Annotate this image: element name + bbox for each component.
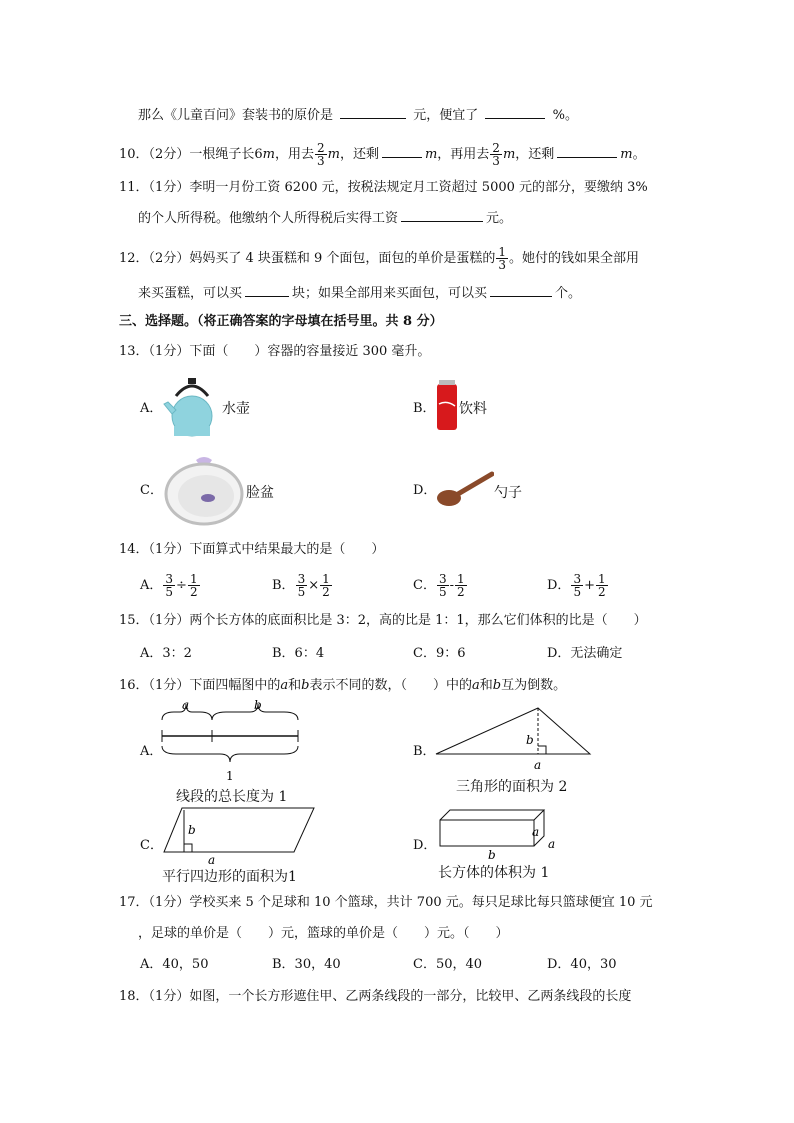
basin-image [162, 452, 246, 530]
option-b[interactable]: B．6：4 [272, 646, 325, 661]
question-16: 16．（1分）下面四幅图中的a和b表示不同的数，（ ）中的a和b互为倒数。 [119, 678, 567, 693]
fraction: $\frac{2}{3}$ [316, 141, 325, 168]
label-b: b [188, 823, 196, 837]
option-a-label: 水壶 [222, 401, 250, 417]
option-d-letter[interactable]: D． [413, 483, 437, 498]
option-d-letter[interactable]: D． [413, 838, 437, 853]
section-3-title: 三、选择题。（将正确答案的字母填在括号里。共 8 分） [119, 314, 443, 329]
option-b-letter[interactable]: B． [413, 744, 436, 759]
fraction: $\frac{1}{3}$ [498, 245, 507, 272]
soda-can-image [435, 380, 459, 432]
label-a: a [532, 825, 540, 839]
option-b-caption: 三角形的面积为 2 [456, 779, 568, 795]
question-12-line2: 来买蛋糕，可以买 块；如果全部用来买面包，可以买 个。 [138, 282, 581, 304]
cuboid-diagram [438, 806, 562, 862]
question-17-line2: ，足球的单价是（ ）元，篮球的单价是（ ）元。（ ） [138, 926, 509, 941]
answer-blank[interactable] [340, 104, 406, 119]
option-c-label: 脸盆 [246, 485, 274, 501]
option-b[interactable]: B． $\frac{3}{5}$ × $\frac{1}{2}$ [272, 572, 330, 599]
parallelogram-diagram [162, 806, 318, 866]
option-c[interactable]: C． $\frac{3}{5}$ - $\frac{1}{2}$ [413, 572, 465, 599]
question-11: 11．（1分）李明一月份工资 6200 元，按税法规定月工资超过 5000 元的部分，要缴纳 3% [119, 180, 648, 195]
segment-diagram [160, 700, 302, 786]
option-d-label: 勺子 [494, 485, 522, 501]
option-c-letter[interactable]: C． [140, 838, 163, 853]
option-d[interactable]: D．40，30 [547, 957, 617, 972]
question-13: 13．（1分）下面（ ）容器的容量接近 300 毫升。 [119, 344, 431, 359]
fraction: $\frac{2}{3}$ [492, 141, 500, 168]
option-a-letter[interactable]: A． [140, 401, 163, 416]
kettle-image [162, 374, 222, 440]
option-a[interactable]: A． $\frac{3}{5}$ ÷ $\frac{1}{2}$ [140, 572, 198, 599]
label-a: a [208, 853, 216, 866]
question-18: 18．（1分）如图，一个长方形遮住甲、乙两条线段的一部分，比较甲、乙两条线段的长度 [119, 989, 632, 1004]
option-c-caption: 平行四边形的面积为1 [162, 869, 297, 885]
q9-continuation: 那么《儿童百问》套装书的原价是 元，便宜了 %。 [138, 104, 578, 126]
option-c[interactable]: C．50，40 [413, 957, 483, 972]
option-b-label: 饮料 [459, 401, 487, 417]
answer-blank[interactable] [245, 282, 289, 297]
label-a: a [534, 758, 542, 772]
question-11-line2: 的个人所得税。他缴纳个人所得税后实得工资 元。 [138, 207, 512, 229]
question-17: 17．（1分）学校买来 5 个足球和 10 个篮球，共计 700 元。每只足球比每只篮球便宜 10 元 [119, 895, 653, 910]
option-d[interactable]: D． $\frac{3}{5}$ + $\frac{1}{2}$ [547, 572, 606, 599]
option-a[interactable]: A．40，50 [140, 957, 209, 972]
answer-blank[interactable] [485, 104, 545, 119]
label-b: b [254, 700, 262, 712]
option-a-letter[interactable]: A． [140, 744, 163, 759]
option-c-letter[interactable]: C． [140, 483, 163, 498]
triangle-diagram [434, 706, 594, 772]
label-a: a [548, 837, 556, 851]
answer-blank[interactable] [490, 282, 552, 297]
spoon-image [436, 470, 494, 510]
label-one: 1 [226, 769, 234, 783]
label-a: a [182, 700, 190, 712]
answer-blank[interactable] [557, 143, 617, 158]
question-15: 15．（1分）两个长方体的底面积比是 3：2，高的比是 1：1，那么它们体积的比是（ ） [119, 613, 647, 628]
option-a-caption: 线段的总长度为 1 [176, 789, 288, 805]
option-d[interactable]: D．无法确定 [547, 646, 623, 661]
label-b: b [526, 733, 534, 747]
label-b: b [488, 848, 496, 862]
option-a[interactable]: A．3：2 [140, 646, 192, 661]
option-c[interactable]: C．9：6 [413, 646, 466, 661]
option-b[interactable]: B．30，40 [272, 957, 341, 972]
option-d-caption: 长方体的体积为 1 [438, 865, 550, 881]
question-14: 14．（1分）下面算式中结果最大的是（ ） [119, 542, 385, 557]
question-12: 12．（2分）妈妈买了 4 块蛋糕和 9 个面包，面包的单价是蛋糕的 $\frac{1}{3}$ 。她付的钱如果全部用 [119, 245, 640, 272]
answer-blank[interactable] [382, 143, 422, 158]
question-10: 10．（2分）一根绳子长6m，用去 $\frac{2}{3}$ m，还剩 m，再用去 $\frac{2}{3}$ m，还剩 m。 [119, 141, 646, 168]
option-b-letter[interactable]: B． [413, 401, 436, 416]
answer-blank[interactable] [401, 207, 483, 222]
